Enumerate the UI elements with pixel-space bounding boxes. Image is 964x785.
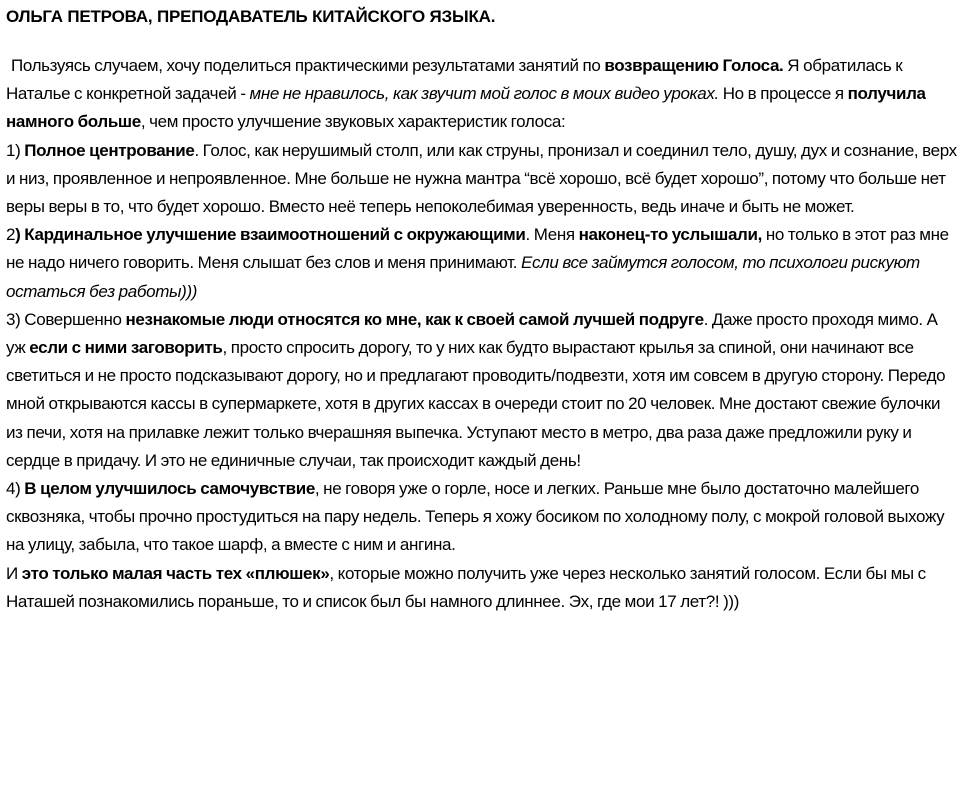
list-item-1 <box>6 137 958 222</box>
list-item-2 <box>6 221 958 306</box>
text-run: 2 <box>6 225 16 245</box>
text-run: . Меня <box>525 225 579 245</box>
text-run: но только в этот раз мне не надо ничего говорить. Меня слышат без слов и меня принимают. <box>6 225 949 273</box>
text-run: . Голос, как нерушимый столп, или как струны, пронизал и соединил тело, душу, дух и сознание, верх и низ, проявленное и непроявленное. Мне больше не нужна мантра “всё хорошо, всё будет хорошо”, потому что больше нет веры веры в то, что будет хорошо. Вместо неё теперь непоколебимая уверенность, ведь иначе и быть не может. <box>6 140 957 217</box>
text-run: . Даже просто проходя мимо. А уж <box>6 309 938 358</box>
text-run: Полное центрование <box>24 140 195 160</box>
text-run: наконец-то услышали, <box>578 225 762 245</box>
document-title: ОЛЬГА ПЕТРОВА, ПРЕПОДАВАТЕЛЬ КИТАЙСКОГО ЯЗЫКА. <box>6 7 496 26</box>
text-run: это только малая часть тех «плюшек» <box>21 563 330 583</box>
list-item-4 <box>6 475 958 560</box>
text-run: Но в процессе я <box>718 84 848 104</box>
text-run: , просто спросить дорогу, то у них как будто вырастают крылья за спиной, они начинают все светиться и не просто подсказывают дорогу, но и предлагают проводить/подвезти, хотя им совсем в другую сторону. Передо мной открываются кассы в супермаркете, хотя в других кассах в очереди стоит по 20 человек. Мне достают свежие булочки из печи, хотя на прилавке лежит только вчерашняя выпечка. Уступают место в метро, два раза даже предложили руку и сердце в придачу. И это не единичные случаи, так происходит каждый день! <box>6 338 946 470</box>
text-run: Я обратилась к Наталье с конкретной задачей - <box>6 56 903 104</box>
text-run: возвращению Голоса. <box>604 56 784 75</box>
closing-paragraph <box>6 560 958 616</box>
text-run: 3) Совершенно <box>6 309 126 329</box>
text-run: если с ними заговорить <box>29 338 223 358</box>
text-run: незнакомые люди относятся ко мне, как к своей самой лучшей подруге <box>125 309 704 329</box>
text-run: И <box>6 563 22 583</box>
text-run: Пользуясь случаем, хочу поделиться практическими результатами занятий по <box>11 56 605 75</box>
text-run: 4) <box>6 479 25 499</box>
text-run: ) Кардинальное улучшение взаимоотношений с окружающими <box>15 225 526 245</box>
intro-paragraph <box>6 52 958 137</box>
text-run: 1) <box>6 140 25 160</box>
list-item-3 <box>6 306 958 475</box>
text-run: мне не нравилось, как звучит мой голос в моих видео уроках. <box>249 84 719 104</box>
text-run: , которые можно получить уже через несколько занятий голосом. Если бы мы с Наташей познакомились пораньше, то и список был бы намного длиннее. Эх, где мои 17 лет?! ))) <box>6 563 926 611</box>
text-run: , не говоря уже о горле, носе и легких. Раньше мне было достаточно малейшего сквозняка, чтобы прочно простудиться на пару недель. Теперь я хожу босиком по холодному полу, с мокрой головой выхожу на улицу, забыла, что такое шарф, а вместе с ним и ангина. <box>6 479 945 555</box>
document-body <box>6 52 958 616</box>
text-run: , чем просто улучшение звуковых характеристик голоса: <box>140 112 566 132</box>
text-run: получила намного больше <box>6 84 926 132</box>
text-run: В целом улучшилось самочувствие <box>24 479 315 499</box>
text-run: Если все займутся голосом, то психологи рискуют остаться без работы))) <box>6 253 920 301</box>
